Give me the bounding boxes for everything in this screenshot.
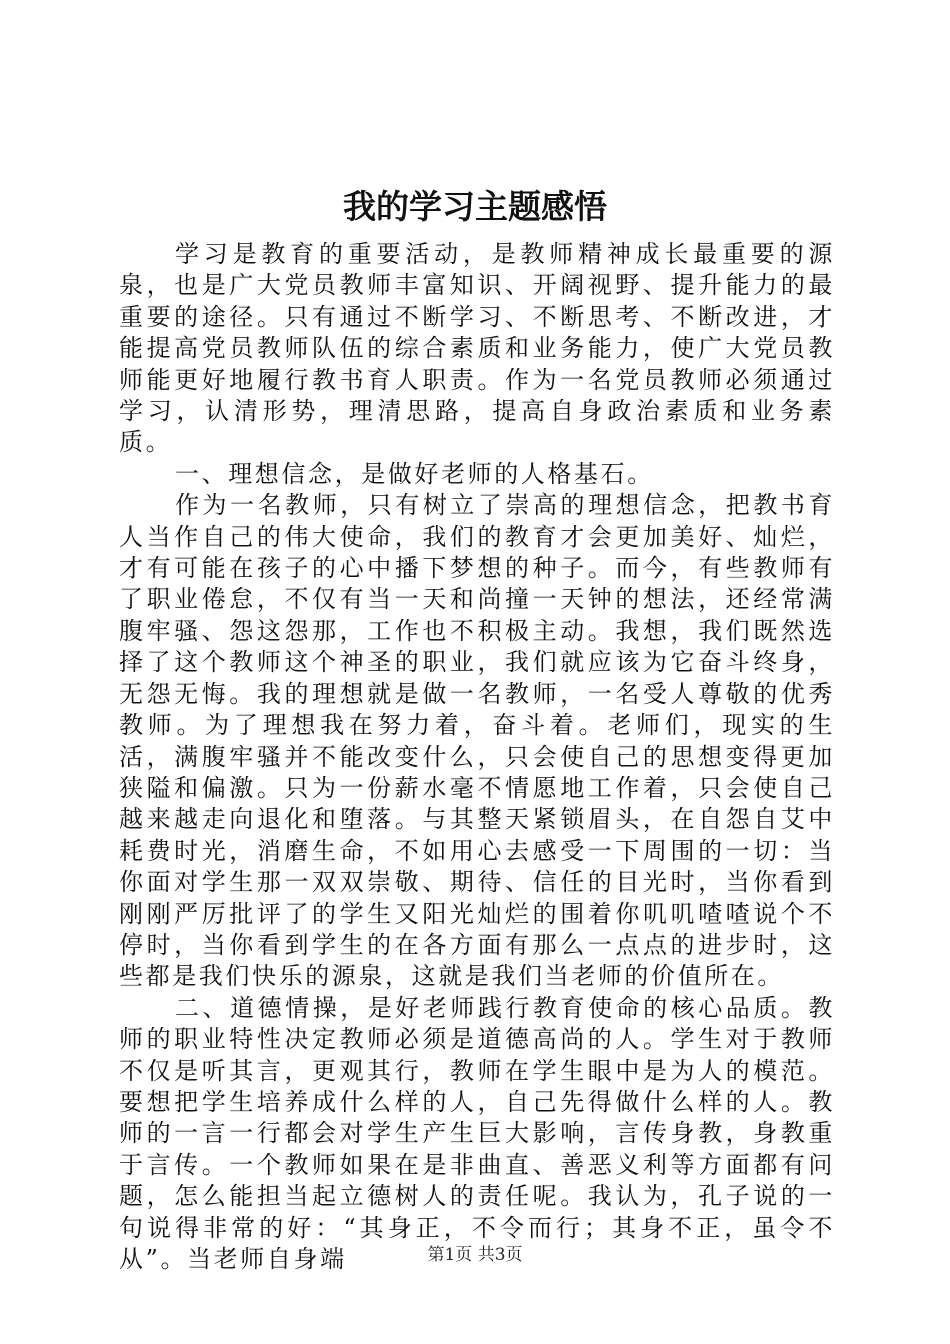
- intro-paragraph: 学习是教育的重要活动，是教师精神成长最重要的源泉，也是广大党员教师丰富知识、开阔视野、提升能力的最重要的途径。只有通过不断学习、不断思考、不断改进，才能提高党员教师队伍的综合素质和业务能力，使广大党员教师能更好地履行教书育人职责。作为一名党员教师必须通过学习，认清形势，理清思路，提高自身政治素质和业务素质。: [119, 240, 835, 457]
- section-2-paragraph: 二、道德情操，是好老师践行教育使命的核心品质。教师的职业特性决定教师必须是道德高尚的人。学生对于教师不仅是听其言，更观其行，教师在学生眼中是为人的模范。要想把学生培养成什么样的人，自己先得做什么样的人。教师的一言一行都会对学生产生巨大影响，言传身教，身教重于言传。一个教师如果在是非曲直、善恶义利等方面都有问题，怎么能担当起立德树人的责任呢。我认为，孔子说的一句说得非常的好：“其身正，不令而行；其身不正，虽令不从”。当老师自身端: [119, 993, 835, 1273]
- page-number-footer: 第1页 共3页: [427, 1245, 523, 1265]
- section-1-paragraph: 作为一名教师，只有树立了崇高的理想信念，把教书育人当作自己的伟大使命，我们的教育才会更加美好、灿烂，才有可能在孩子的心中播下梦想的种子。而今，有些教师有了职业倦怠，不仅有当一天和尚撞一天钟的想法，还经常满腹牢骚、怨这怨那，工作也不积极主动。我想，我们既然选择了这个教师这个神圣的职业，我们就应该为它奋斗终身，无怨无悔。我的理想就是做一名教师，一名受人尊敬的优秀教师。为了理想我在努力着，奋斗着。老师们，现实的生活，满腹牢骚并不能改变什么，只会使自己的思想变得更加狭隘和偏激。只为一份薪水毫不情愿地工作着，只会使自己越来越走向退化和堕落。与其整天紧锁眉头，在自怨自艾中耗费时光，消磨生命，不如用心去感受一下周围的一切：当你面对学生那一双双崇敬、期待、信任的目光时，当你看到刚刚严厉批评了的学生又阳光灿烂的围着你叽叽喳喳说个不停时，当你看到学生的在各方面有那么一点点的进步时，这些都是我们快乐的源泉，这就是我们当老师的价值所在。: [119, 491, 835, 991]
- section-heading-1: 一、理想信念，是做好老师的人格基石。: [175, 459, 654, 488]
- document-title: 我的学习主题感悟: [343, 187, 607, 226]
- document-body: [119, 239, 835, 1275]
